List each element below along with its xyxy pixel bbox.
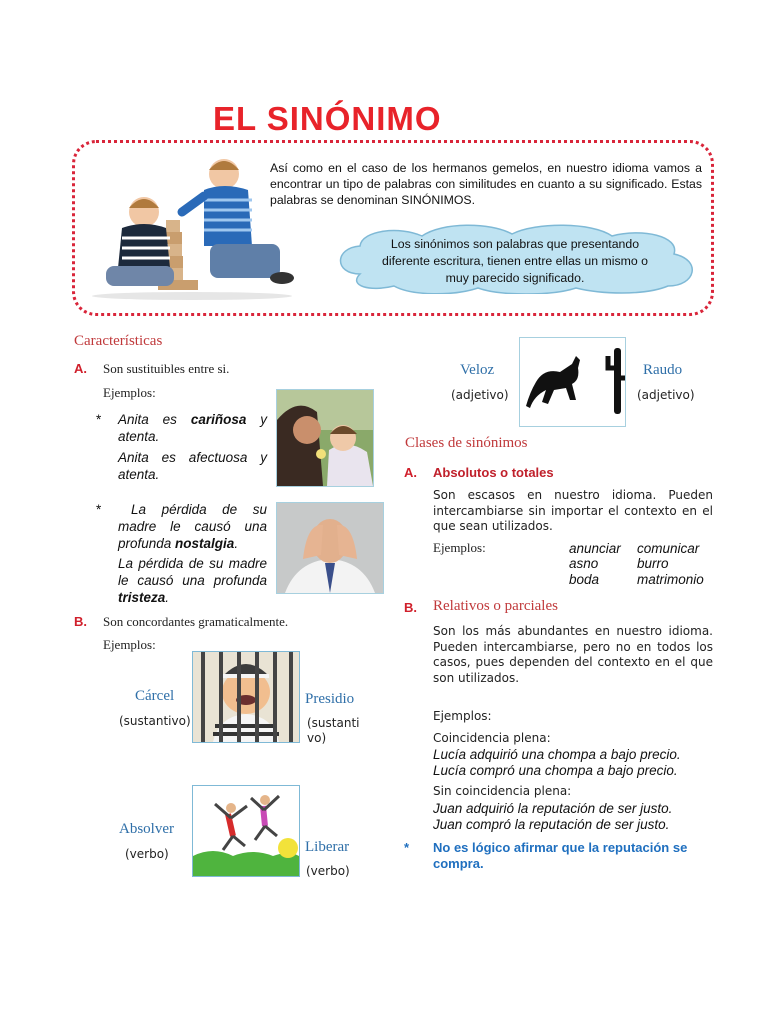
example-sentence: Lucía compró una chompa a bajo precio. — [433, 763, 678, 778]
sad-man-image — [276, 502, 384, 594]
word-presidio: Presidio — [305, 691, 355, 707]
grammar-label: (verbo) — [125, 847, 169, 861]
synonym-word: asno — [569, 556, 599, 571]
word-carcel: Cárcel — [135, 688, 175, 704]
prisoner-image — [192, 651, 300, 743]
definition-text: Los sinónimos son palabras que presentando diferente escritura, tienen entre ellas un mismo o muy parecido significado. — [382, 237, 648, 285]
ejemplos-label: Ejemplos: — [103, 385, 156, 400]
clases-heading: Clases de sinónimos — [405, 435, 528, 451]
relativos-title: Relativos o parciales — [433, 598, 558, 614]
word-raudo: Raudo — [643, 362, 683, 378]
example-sentence: Juan adquirió la reputación de ser justo. — [433, 801, 673, 816]
synonym-word: anunciar — [569, 541, 621, 556]
children-playing-blocks-image — [92, 150, 297, 300]
ejemplos-label: Ejemplos: — [433, 540, 486, 555]
mother-child-hug-image — [276, 389, 374, 487]
grammar-label: (sustantivo) — [119, 714, 191, 728]
sin-coincidencia-label: Sin coincidencia plena: — [433, 784, 572, 798]
ejemplos-label: Ejemplos: — [433, 709, 492, 723]
example-sentence: * Anita es cariñosa y atenta. — [96, 412, 267, 444]
ejemplos-label: Ejemplos: — [103, 637, 156, 652]
grammar-label: (adjetivo) — [637, 388, 695, 402]
synonym-word: comunicar — [637, 541, 700, 556]
section-letter-a: A. — [404, 465, 417, 480]
word-veloz: Veloz — [460, 362, 495, 378]
grammar-label: (verbo) — [306, 864, 350, 878]
reputation-note: No es lógico afirmar que la reputación se compra. — [433, 840, 688, 871]
example-sentence: Juan compró la reputación de ser justo. — [433, 817, 670, 832]
characteristic-a-text: Son sustituibles entre si. — [103, 361, 230, 376]
horse-cactus-image — [519, 337, 626, 427]
word-absolver: Absolver — [119, 821, 174, 837]
intro-paragraph: Así como en el caso de los hermanos gemelos, en nuestro idioma vamos a encontrar un tipo de palabras con similitudes en cuanto a su significado. Estas palabras se denominan SINÓNIMOS. — [270, 161, 702, 207]
jumping-people-image — [192, 785, 300, 877]
caracteristicas-heading: Características — [74, 333, 163, 349]
word-liberar: Liberar — [305, 839, 350, 855]
grammar-label: (sustantivo) — [307, 716, 360, 745]
synonym-word: boda — [569, 572, 600, 587]
synonym-word: burro — [637, 556, 669, 571]
relativos-text: Son los más abundantes en nuestro idioma. Pueden intercambiarse, pero no en todos los casos, pues dependen del contexto en el que son utilizados. — [433, 624, 713, 685]
absolutos-title: Absolutos o totales — [433, 465, 554, 480]
example-sentence: Lucía adquirió una chompa a bajo precio. — [433, 747, 681, 762]
note-star: * — [404, 840, 410, 855]
section-letter-a: A. — [74, 361, 87, 376]
characteristic-b-text: Son concordantes gramaticalmente. — [103, 614, 289, 629]
grammar-label: (adjetivo) — [451, 388, 509, 402]
page-title: EL SINÓNIMO — [213, 100, 442, 137]
section-letter-b: B. — [74, 614, 87, 629]
example-sentence: La pérdida de su madre le causó una profunda tristeza. — [118, 556, 267, 605]
coincidencia-plena-label: Coincidencia plena: — [433, 731, 551, 745]
example-sentence: Anita es afectuosa y atenta. — [118, 450, 267, 482]
example-sentence: * La pérdida de su madre le causó una profunda nostalgia. — [96, 502, 267, 551]
section-letter-b: B. — [404, 600, 417, 615]
synonym-word: matrimonio — [637, 572, 704, 587]
absolutos-text: Son escasos en nuestro idioma. Pueden intercambiarse sin importar el contexto en el que sean utilizados. — [433, 488, 713, 533]
